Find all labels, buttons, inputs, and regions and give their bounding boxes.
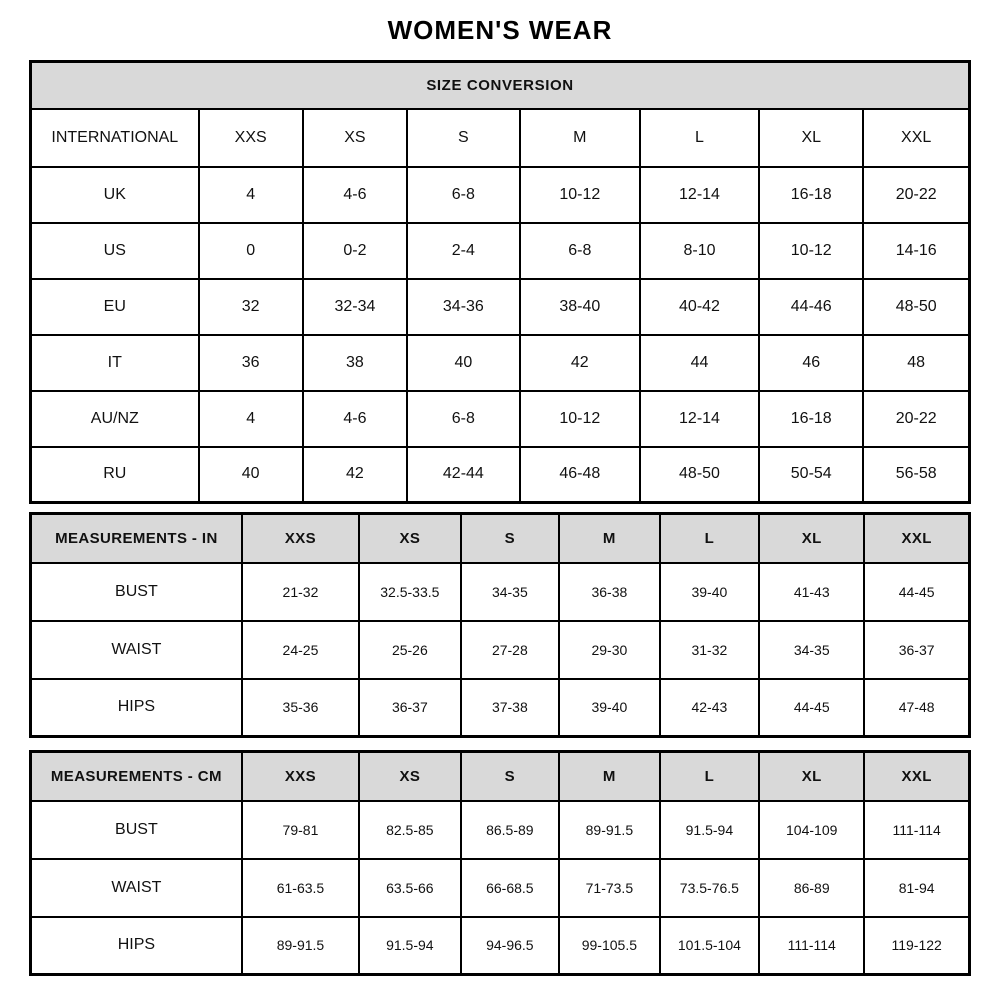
value-cell: 44-45 <box>759 679 864 737</box>
table-row <box>31 563 970 621</box>
size-column-header: XXL <box>864 752 969 801</box>
value-cell: 0 <box>199 223 303 279</box>
value-cell: 6-8 <box>520 223 640 279</box>
size-column-header: S <box>461 752 560 801</box>
size-column-header: XS <box>359 514 460 563</box>
size-column-header: XL <box>759 752 864 801</box>
size-column-header: S <box>461 514 560 563</box>
value-cell: 40-42 <box>640 279 759 335</box>
size-column-header: L <box>660 514 760 563</box>
value-cell: 10-12 <box>520 391 640 447</box>
value-cell: 91.5-94 <box>359 917 460 975</box>
value-cell: 101.5-104 <box>660 917 760 975</box>
value-cell: 38-40 <box>520 279 640 335</box>
value-cell: 82.5-85 <box>359 801 460 859</box>
row-label: RU <box>31 447 199 503</box>
size-column-header: L <box>640 109 759 167</box>
table-row <box>31 917 970 975</box>
value-cell: 36-37 <box>864 621 969 679</box>
value-cell: 111-114 <box>759 917 864 975</box>
row-label: AU/NZ <box>31 391 199 447</box>
row-label: EU <box>31 279 199 335</box>
value-cell: 48 <box>863 335 969 391</box>
value-cell: 35-36 <box>242 679 359 737</box>
value-cell: 4-6 <box>303 391 407 447</box>
value-cell: 36-38 <box>559 563 659 621</box>
value-cell: 37-38 <box>461 679 560 737</box>
value-cell: 56-58 <box>863 447 969 503</box>
value-cell: 20-22 <box>863 391 969 447</box>
header-row <box>31 752 970 801</box>
value-cell: 79-81 <box>242 801 359 859</box>
measurements-cm-table <box>29 750 971 976</box>
table-row <box>31 621 970 679</box>
size-column-header: XXS <box>199 109 303 167</box>
size-column-header: XXS <box>242 752 359 801</box>
value-cell: 12-14 <box>640 167 759 223</box>
table-caption-row <box>31 62 970 109</box>
value-cell: 32.5-33.5 <box>359 563 460 621</box>
row-label: WAIST <box>31 859 242 917</box>
value-cell: 4-6 <box>303 167 407 223</box>
size-conversion-table <box>29 60 971 504</box>
value-cell: 34-35 <box>759 621 864 679</box>
row-label: HIPS <box>31 917 242 975</box>
row-label-header: MEASUREMENTS - CM <box>31 752 242 801</box>
value-cell: 20-22 <box>863 167 969 223</box>
value-cell: 39-40 <box>559 679 659 737</box>
size-column-header: XS <box>303 109 407 167</box>
value-cell: 41-43 <box>759 563 864 621</box>
size-column-header: XXS <box>242 514 359 563</box>
value-cell: 24-25 <box>242 621 359 679</box>
row-label: IT <box>31 335 199 391</box>
value-cell: 86.5-89 <box>461 801 560 859</box>
value-cell: 91.5-94 <box>660 801 760 859</box>
value-cell: 66-68.5 <box>461 859 560 917</box>
page-title: WOMEN'S WEAR <box>387 15 613 45</box>
size-column-header: M <box>559 514 659 563</box>
value-cell: 48-50 <box>863 279 969 335</box>
size-column-header: XS <box>359 752 460 801</box>
value-cell: 42 <box>303 447 407 503</box>
value-cell: 111-114 <box>864 801 969 859</box>
value-cell: 34-36 <box>407 279 520 335</box>
value-cell: 27-28 <box>461 621 560 679</box>
header-row <box>31 109 970 167</box>
value-cell: 6-8 <box>407 167 520 223</box>
row-label: WAIST <box>31 621 242 679</box>
value-cell: 39-40 <box>660 563 760 621</box>
value-cell: 48-50 <box>640 447 759 503</box>
value-cell: 40 <box>199 447 303 503</box>
size-column-header: M <box>520 109 640 167</box>
size-column-header: XL <box>759 109 863 167</box>
row-label: BUST <box>31 563 242 621</box>
value-cell: 0-2 <box>303 223 407 279</box>
value-cell: 10-12 <box>759 223 863 279</box>
value-cell: 81-94 <box>864 859 969 917</box>
value-cell: 36 <box>199 335 303 391</box>
value-cell: 32-34 <box>303 279 407 335</box>
value-cell: 44-45 <box>864 563 969 621</box>
row-label: UK <box>31 167 199 223</box>
size-column-header: XXL <box>864 514 969 563</box>
table-row <box>31 801 970 859</box>
size-column-header: L <box>660 752 760 801</box>
value-cell: 6-8 <box>407 391 520 447</box>
value-cell: 21-32 <box>242 563 359 621</box>
value-cell: 29-30 <box>559 621 659 679</box>
value-cell: 8-10 <box>640 223 759 279</box>
value-cell: 44 <box>640 335 759 391</box>
table-row <box>31 335 970 391</box>
size-column-header: S <box>407 109 520 167</box>
row-label: US <box>31 223 199 279</box>
size-column-header: XXL <box>863 109 969 167</box>
table-row <box>31 167 970 223</box>
value-cell: 12-14 <box>640 391 759 447</box>
value-cell: 63.5-66 <box>359 859 460 917</box>
value-cell: 42-44 <box>407 447 520 503</box>
value-cell: 71-73.5 <box>559 859 659 917</box>
value-cell: 38 <box>303 335 407 391</box>
value-cell: 46 <box>759 335 863 391</box>
table-row <box>31 679 970 737</box>
row-label: HIPS <box>31 679 242 737</box>
value-cell: 2-4 <box>407 223 520 279</box>
tables-container <box>29 60 971 976</box>
value-cell: 36-37 <box>359 679 460 737</box>
table-row <box>31 223 970 279</box>
value-cell: 42 <box>520 335 640 391</box>
value-cell: 34-35 <box>461 563 560 621</box>
row-label-header: INTERNATIONAL <box>31 109 199 167</box>
table-row <box>31 391 970 447</box>
value-cell: 94-96.5 <box>461 917 560 975</box>
value-cell: 89-91.5 <box>242 917 359 975</box>
table-title: SIZE CONVERSION <box>31 62 970 109</box>
value-cell: 14-16 <box>863 223 969 279</box>
value-cell: 10-12 <box>520 167 640 223</box>
size-column-header: XL <box>759 514 864 563</box>
value-cell: 44-46 <box>759 279 863 335</box>
value-cell: 40 <box>407 335 520 391</box>
table-row <box>31 447 970 503</box>
value-cell: 61-63.5 <box>242 859 359 917</box>
value-cell: 4 <box>199 391 303 447</box>
value-cell: 104-109 <box>759 801 864 859</box>
value-cell: 119-122 <box>864 917 969 975</box>
value-cell: 31-32 <box>660 621 760 679</box>
row-label-header: MEASUREMENTS - IN <box>31 514 242 563</box>
table-row <box>31 859 970 917</box>
value-cell: 16-18 <box>759 391 863 447</box>
header-row <box>31 514 970 563</box>
measurements-in-table <box>29 512 971 738</box>
size-column-header: M <box>559 752 659 801</box>
value-cell: 32 <box>199 279 303 335</box>
value-cell: 47-48 <box>864 679 969 737</box>
value-cell: 50-54 <box>759 447 863 503</box>
value-cell: 42-43 <box>660 679 760 737</box>
value-cell: 16-18 <box>759 167 863 223</box>
value-cell: 73.5-76.5 <box>660 859 760 917</box>
value-cell: 86-89 <box>759 859 864 917</box>
value-cell: 89-91.5 <box>559 801 659 859</box>
value-cell: 25-26 <box>359 621 460 679</box>
value-cell: 46-48 <box>520 447 640 503</box>
value-cell: 99-105.5 <box>559 917 659 975</box>
table-row <box>31 279 970 335</box>
row-label: BUST <box>31 801 242 859</box>
value-cell: 4 <box>199 167 303 223</box>
